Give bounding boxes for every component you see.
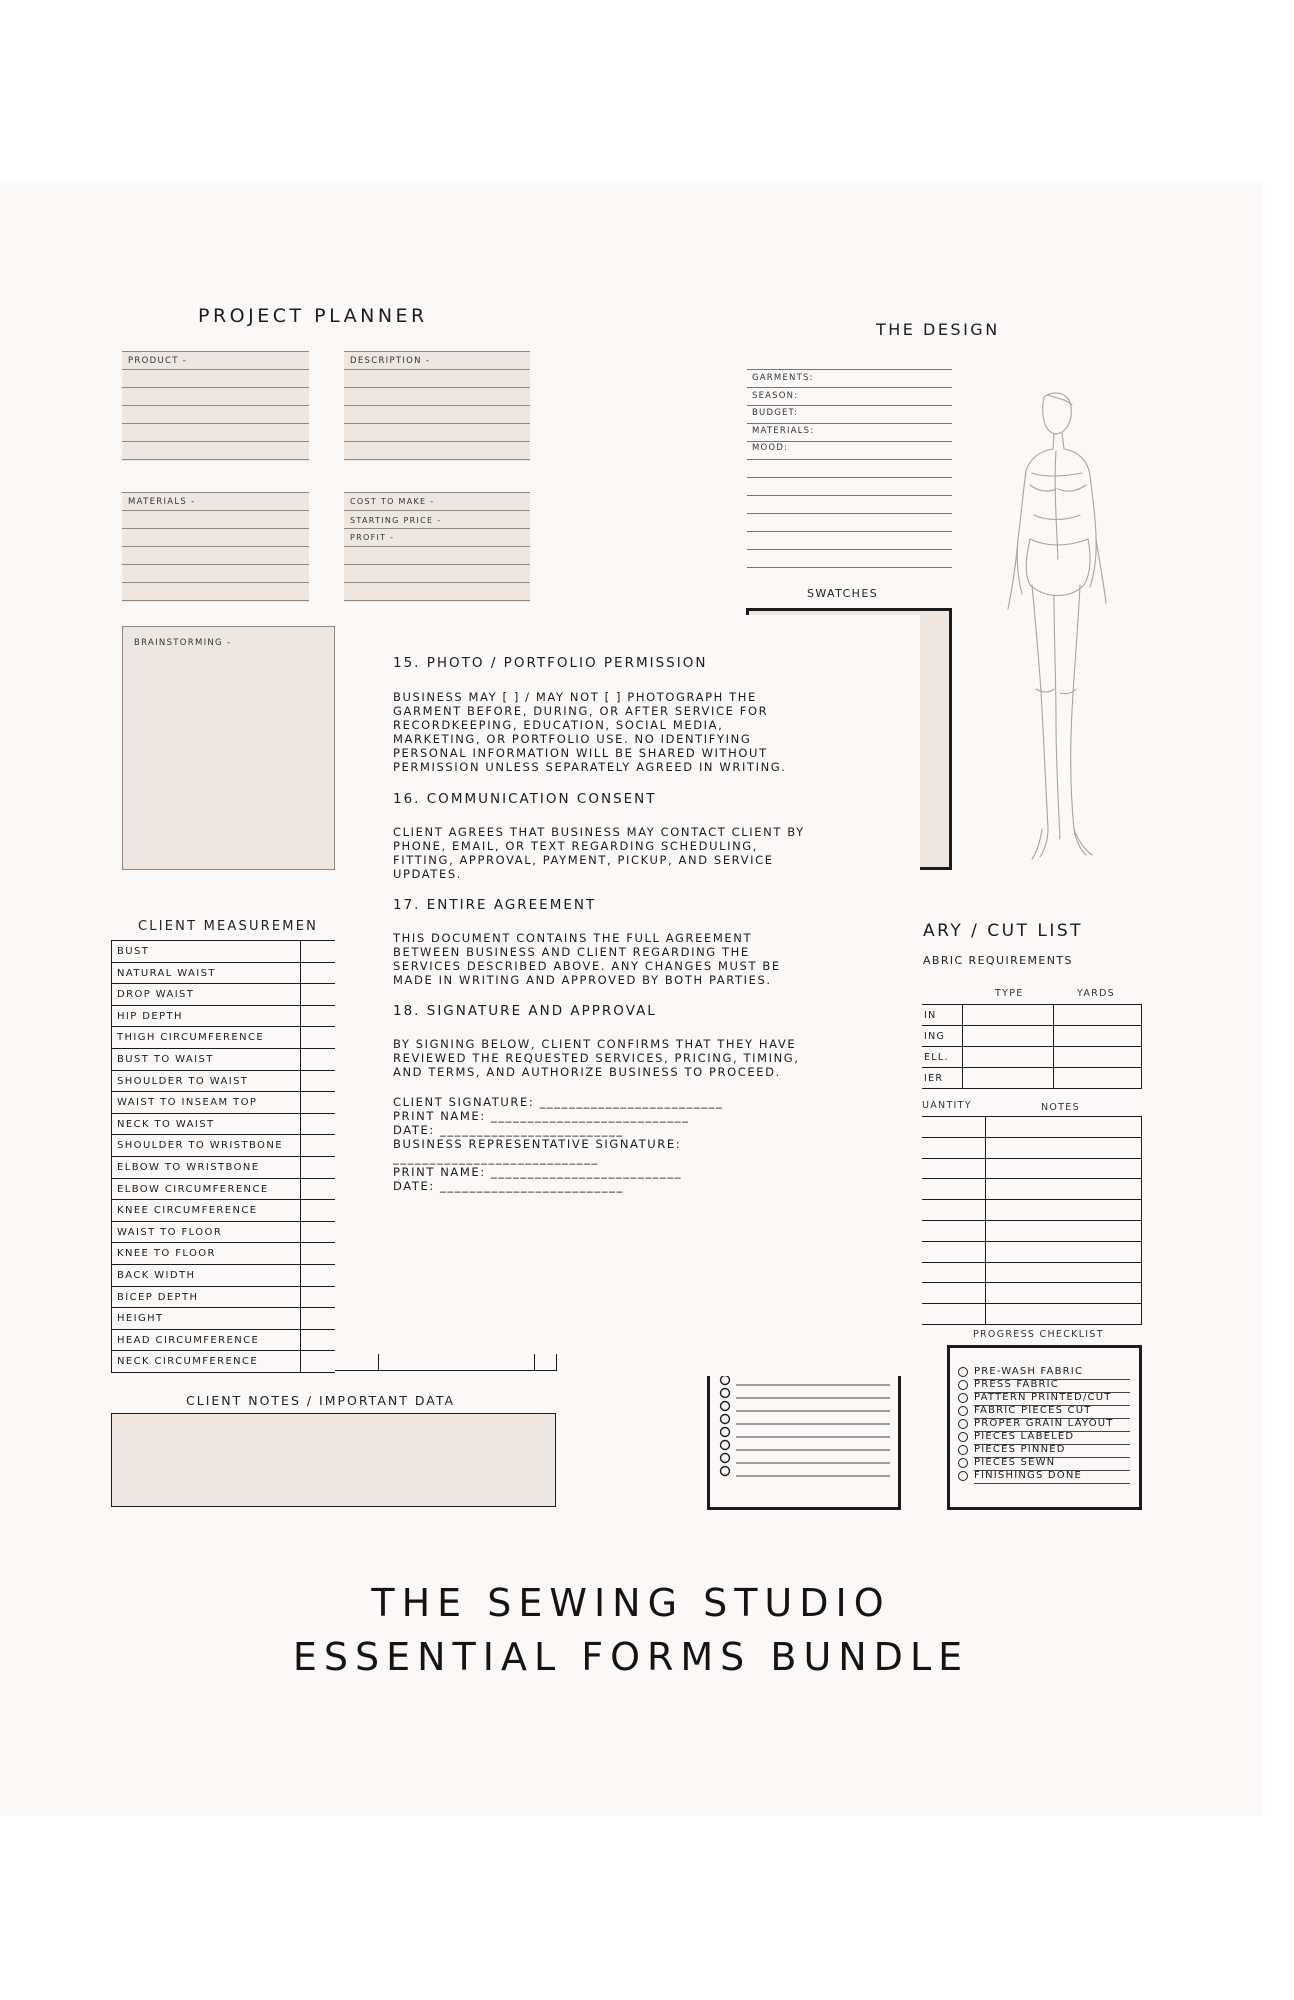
brainstorming-panel xyxy=(122,626,335,870)
checkbox-circle-icon[interactable] xyxy=(958,1445,968,1455)
brainstorming-label: BRAINSTORMING - xyxy=(134,638,232,648)
swatches-label: SWATCHES xyxy=(807,587,879,600)
the-design-title: THE DESIGN xyxy=(876,320,1000,339)
checkbox-circle-icon[interactable] xyxy=(958,1367,968,1377)
fabric-row xyxy=(922,1047,1141,1068)
measure-label: NECK CIRCUMFERENCE xyxy=(117,1356,259,1368)
measure-row-height xyxy=(112,1308,335,1330)
fabric-row-label: IER xyxy=(924,1073,944,1084)
checkbox-circle-icon[interactable] xyxy=(958,1393,968,1403)
measure-row-elbow-to-wristbone xyxy=(112,1157,335,1179)
col-quantity-label: UANTITY xyxy=(922,1100,972,1111)
fabric-row-label: IN xyxy=(924,1010,937,1021)
product-panel xyxy=(122,351,309,461)
measure-label: BICEP DEPTH xyxy=(117,1291,199,1303)
checklist-item-label: PRESS FABRIC xyxy=(974,1379,1059,1390)
design-field-budget: BUDGET: xyxy=(752,408,799,418)
fabric-requirements-table xyxy=(922,1004,1142,1089)
client-notes-title: CLIENT NOTES / IMPORTANT DATA xyxy=(186,1393,456,1408)
materials-panel xyxy=(122,492,309,602)
checklist-item[interactable] xyxy=(958,1392,1130,1405)
pieces-row xyxy=(922,1179,1141,1200)
measure-label: NATURAL WAIST xyxy=(117,967,216,979)
measure-label: KNEE TO FLOOR xyxy=(117,1248,216,1260)
materials-label: MATERIALS - xyxy=(128,497,196,507)
measure-row-drop-waist xyxy=(112,984,335,1006)
bundle-cover xyxy=(0,183,1262,1816)
checklist-item-label: PIECES SEWN xyxy=(974,1457,1056,1468)
fabric-row-label: ELL. xyxy=(924,1052,949,1063)
measure-label: BUST xyxy=(117,946,150,957)
bundle-title-line2: ESSENTIAL FORMS BUNDLE xyxy=(292,1635,970,1679)
pieces-row xyxy=(922,1263,1141,1284)
checklist-item[interactable] xyxy=(958,1457,1130,1470)
bundle-title-line1: THE SEWING STUDIO xyxy=(371,1581,891,1625)
measure-row-thigh xyxy=(112,1027,335,1049)
table-divider xyxy=(556,1353,557,1371)
client-notes-box xyxy=(111,1413,556,1507)
checkbox-circle-icon[interactable] xyxy=(958,1419,968,1429)
checklist-item[interactable] xyxy=(958,1405,1130,1418)
pieces-row xyxy=(922,1138,1141,1159)
measure-row-waist-to-inseam xyxy=(112,1092,335,1114)
measure-row-bust-to-waist xyxy=(112,1049,335,1071)
pieces-row xyxy=(922,1159,1141,1180)
col-notes-label: NOTES xyxy=(1041,1102,1080,1113)
pieces-row xyxy=(922,1283,1141,1304)
cost-to-make-label: COST TO MAKE - xyxy=(350,497,435,506)
measure-row-bicep-depth xyxy=(112,1287,335,1309)
col-type-label: TYPE xyxy=(995,988,1024,999)
checklist-item[interactable] xyxy=(958,1444,1130,1457)
measure-row-natural-waist xyxy=(112,963,335,985)
measure-label: ELBOW CIRCUMFERENCE xyxy=(117,1183,269,1195)
measure-label: NECK TO WAIST xyxy=(117,1118,215,1130)
measure-label: THIGH CIRCUMFERENCE xyxy=(117,1032,265,1044)
signature-block: CLIENT SIGNATURE: _________________________ PRINT NAME: ___________________________ DATE: _________________________ BUSINESS REPRESENTATIVE SIGNATURE: ____________________________ PRINT NAME: __________________________ DATE: _________________________ xyxy=(393,1095,724,1193)
checklist-item[interactable] xyxy=(958,1418,1130,1431)
section-17-title: 17. ENTIRE AGREEMENT xyxy=(393,897,597,913)
measure-row-knee-circumference xyxy=(112,1200,335,1222)
checklist-left-lines xyxy=(710,1376,898,1504)
col-yards-label: YARDS xyxy=(1077,988,1116,999)
contract-page xyxy=(335,615,920,1354)
pieces-row xyxy=(922,1242,1141,1263)
product-label: PRODUCT - xyxy=(128,356,188,366)
progress-checklist-title: PROGRESS CHECKLIST xyxy=(973,1329,1104,1340)
design-field-season: SEASON: xyxy=(752,391,799,401)
checkbox-circle-icon[interactable] xyxy=(958,1380,968,1390)
pieces-row xyxy=(922,1200,1141,1221)
checklist-item[interactable] xyxy=(958,1470,1130,1483)
pieces-row xyxy=(922,1117,1141,1138)
profit-label: PROFIT - xyxy=(350,533,395,542)
measurements-table xyxy=(111,940,335,1373)
client-measurements-title: CLIENT MEASUREMEN xyxy=(138,919,319,934)
fabric-row xyxy=(922,1068,1141,1089)
fabric-requirements-title: ABRIC REQUIREMENTS xyxy=(923,954,1073,967)
measure-label: WAIST TO INSEAM TOP xyxy=(117,1097,258,1109)
description-panel xyxy=(344,351,530,461)
measure-row-back-width xyxy=(112,1265,335,1287)
measure-label: WAIST TO FLOOR xyxy=(117,1226,223,1238)
measure-label: BACK WIDTH xyxy=(117,1269,196,1281)
measure-row-shoulder-to-waist xyxy=(112,1071,335,1093)
measurements-table-tail xyxy=(335,1370,557,1371)
progress-checklist-box xyxy=(947,1345,1142,1510)
fashion-croquis-sketch xyxy=(996,389,1116,863)
measure-label: HEIGHT xyxy=(117,1313,164,1325)
measure-row-elbow-circumference xyxy=(112,1179,335,1201)
measure-label: HEAD CIRCUMFERENCE xyxy=(117,1334,260,1346)
costing-panel xyxy=(344,492,530,602)
measure-row-neck-to-waist xyxy=(112,1114,335,1136)
section-17-body: THIS DOCUMENT CONTAINS THE FULL AGREEMENT BETWEEN BUSINESS AND CLIENT REGARDING THE SERVICES DESCRIBED ABOVE. ANY CHANGES MUST BE MADE IN WRITING AND APPROVED BY BOTH PARTIES. xyxy=(393,931,781,987)
checklist-item-label: PRE-WASH FABRIC xyxy=(974,1366,1084,1377)
pieces-table xyxy=(922,1116,1142,1325)
starting-price-label: STARTING PRICE - xyxy=(350,516,442,525)
measure-label: BUST TO WAIST xyxy=(117,1053,214,1065)
measure-label: KNEE CIRCUMFERENCE xyxy=(117,1205,258,1217)
measure-label: ELBOW TO WRISTBONE xyxy=(117,1161,260,1173)
section-15-title: 15. PHOTO / PORTFOLIO PERMISSION xyxy=(393,655,708,671)
project-planner-title: PROJECT PLANNER xyxy=(198,305,428,327)
checkbox-circle-icon[interactable] xyxy=(958,1406,968,1416)
checkbox-circle-icon[interactable] xyxy=(958,1458,968,1468)
checkbox-circle-icon[interactable] xyxy=(958,1432,968,1442)
measure-row-neck-circumference xyxy=(112,1351,335,1373)
pieces-row xyxy=(922,1304,1141,1325)
checklist-item-label: FINISHINGS DONE xyxy=(974,1470,1083,1481)
checkbox-circle-icon[interactable] xyxy=(958,1471,968,1481)
measure-label: SHOULDER TO WAIST xyxy=(117,1075,249,1087)
measure-row-head-circumference xyxy=(112,1330,335,1352)
fabric-row-label: ING xyxy=(924,1031,946,1042)
measure-label: HIP DEPTH xyxy=(117,1010,183,1022)
section-18-body: BY SIGNING BELOW, CLIENT CONFIRMS THAT THEY HAVE REVIEWED THE REQUESTED SERVICES, PRICING, TIMING, AND TERMS, AND AUTHORIZE BUSINESS TO PROCEED. xyxy=(393,1037,800,1079)
checklist-item-label: FABRIC PIECES CUT xyxy=(974,1405,1092,1416)
table-divider xyxy=(534,1353,535,1371)
design-field-materials: MATERIALS: xyxy=(752,426,815,436)
measure-row-shoulder-to-wristbone xyxy=(112,1135,335,1157)
pieces-row xyxy=(922,1221,1141,1242)
checklist-item[interactable] xyxy=(958,1431,1130,1444)
measure-row-bust xyxy=(112,941,335,963)
description-label: DESCRIPTION - xyxy=(350,356,431,366)
measure-label: SHOULDER TO WRISTBONE xyxy=(117,1140,283,1152)
checklist-item-label: PATTERN PRINTED/CUT xyxy=(974,1392,1112,1403)
checklist-item-label: PIECES LABELED xyxy=(974,1431,1075,1442)
section-16-title: 16. COMMUNICATION CONSENT xyxy=(393,791,657,807)
checklist-box-left xyxy=(707,1376,901,1510)
section-18-title: 18. SIGNATURE AND APPROVAL xyxy=(393,1003,657,1019)
checklist-left-markers xyxy=(710,1376,898,1504)
design-field-garments: GARMENTS: xyxy=(752,373,814,383)
section-15-body: BUSINESS MAY [ ] / MAY NOT [ ] PHOTOGRAPH THE GARMENT BEFORE, DURING, OR AFTER SERVICE FOR RECORDKEEPING, EDUCATION, SOCIAL MEDIA, MARKETING, OR PORTFOLIO USE. NO IDENTIFYING PERSONAL INFORMATION WILL BE SHARED WITHOUT PERMISSION UNLESS SEPARATELY AGREED IN WRITING. xyxy=(393,690,787,774)
checklist-item[interactable] xyxy=(958,1366,1130,1379)
measure-row-knee-to-floor xyxy=(112,1243,335,1265)
cut-list-title: ARY / CUT LIST xyxy=(923,921,1084,941)
fabric-row xyxy=(922,1026,1141,1047)
design-brief-lines xyxy=(747,369,952,579)
checklist-item[interactable] xyxy=(958,1379,1130,1392)
section-16-body: CLIENT AGREES THAT BUSINESS MAY CONTACT CLIENT BY PHONE, EMAIL, OR TEXT REGARDING SCHEDULING, FITTING, APPROVAL, PAYMENT, PICKUP, AND SERVICE UPDATES. xyxy=(393,825,805,881)
checklist-item-label: PIECES PINNED xyxy=(974,1444,1066,1455)
measure-row-hip-depth xyxy=(112,1006,335,1028)
fabric-row xyxy=(922,1005,1141,1026)
design-field-mood: MOOD: xyxy=(752,443,789,453)
table-divider xyxy=(378,1353,379,1371)
measure-label: DROP WAIST xyxy=(117,989,195,1001)
measure-row-waist-to-floor xyxy=(112,1222,335,1244)
checklist-item-label: PROPER GRAIN LAYOUT xyxy=(974,1418,1114,1429)
